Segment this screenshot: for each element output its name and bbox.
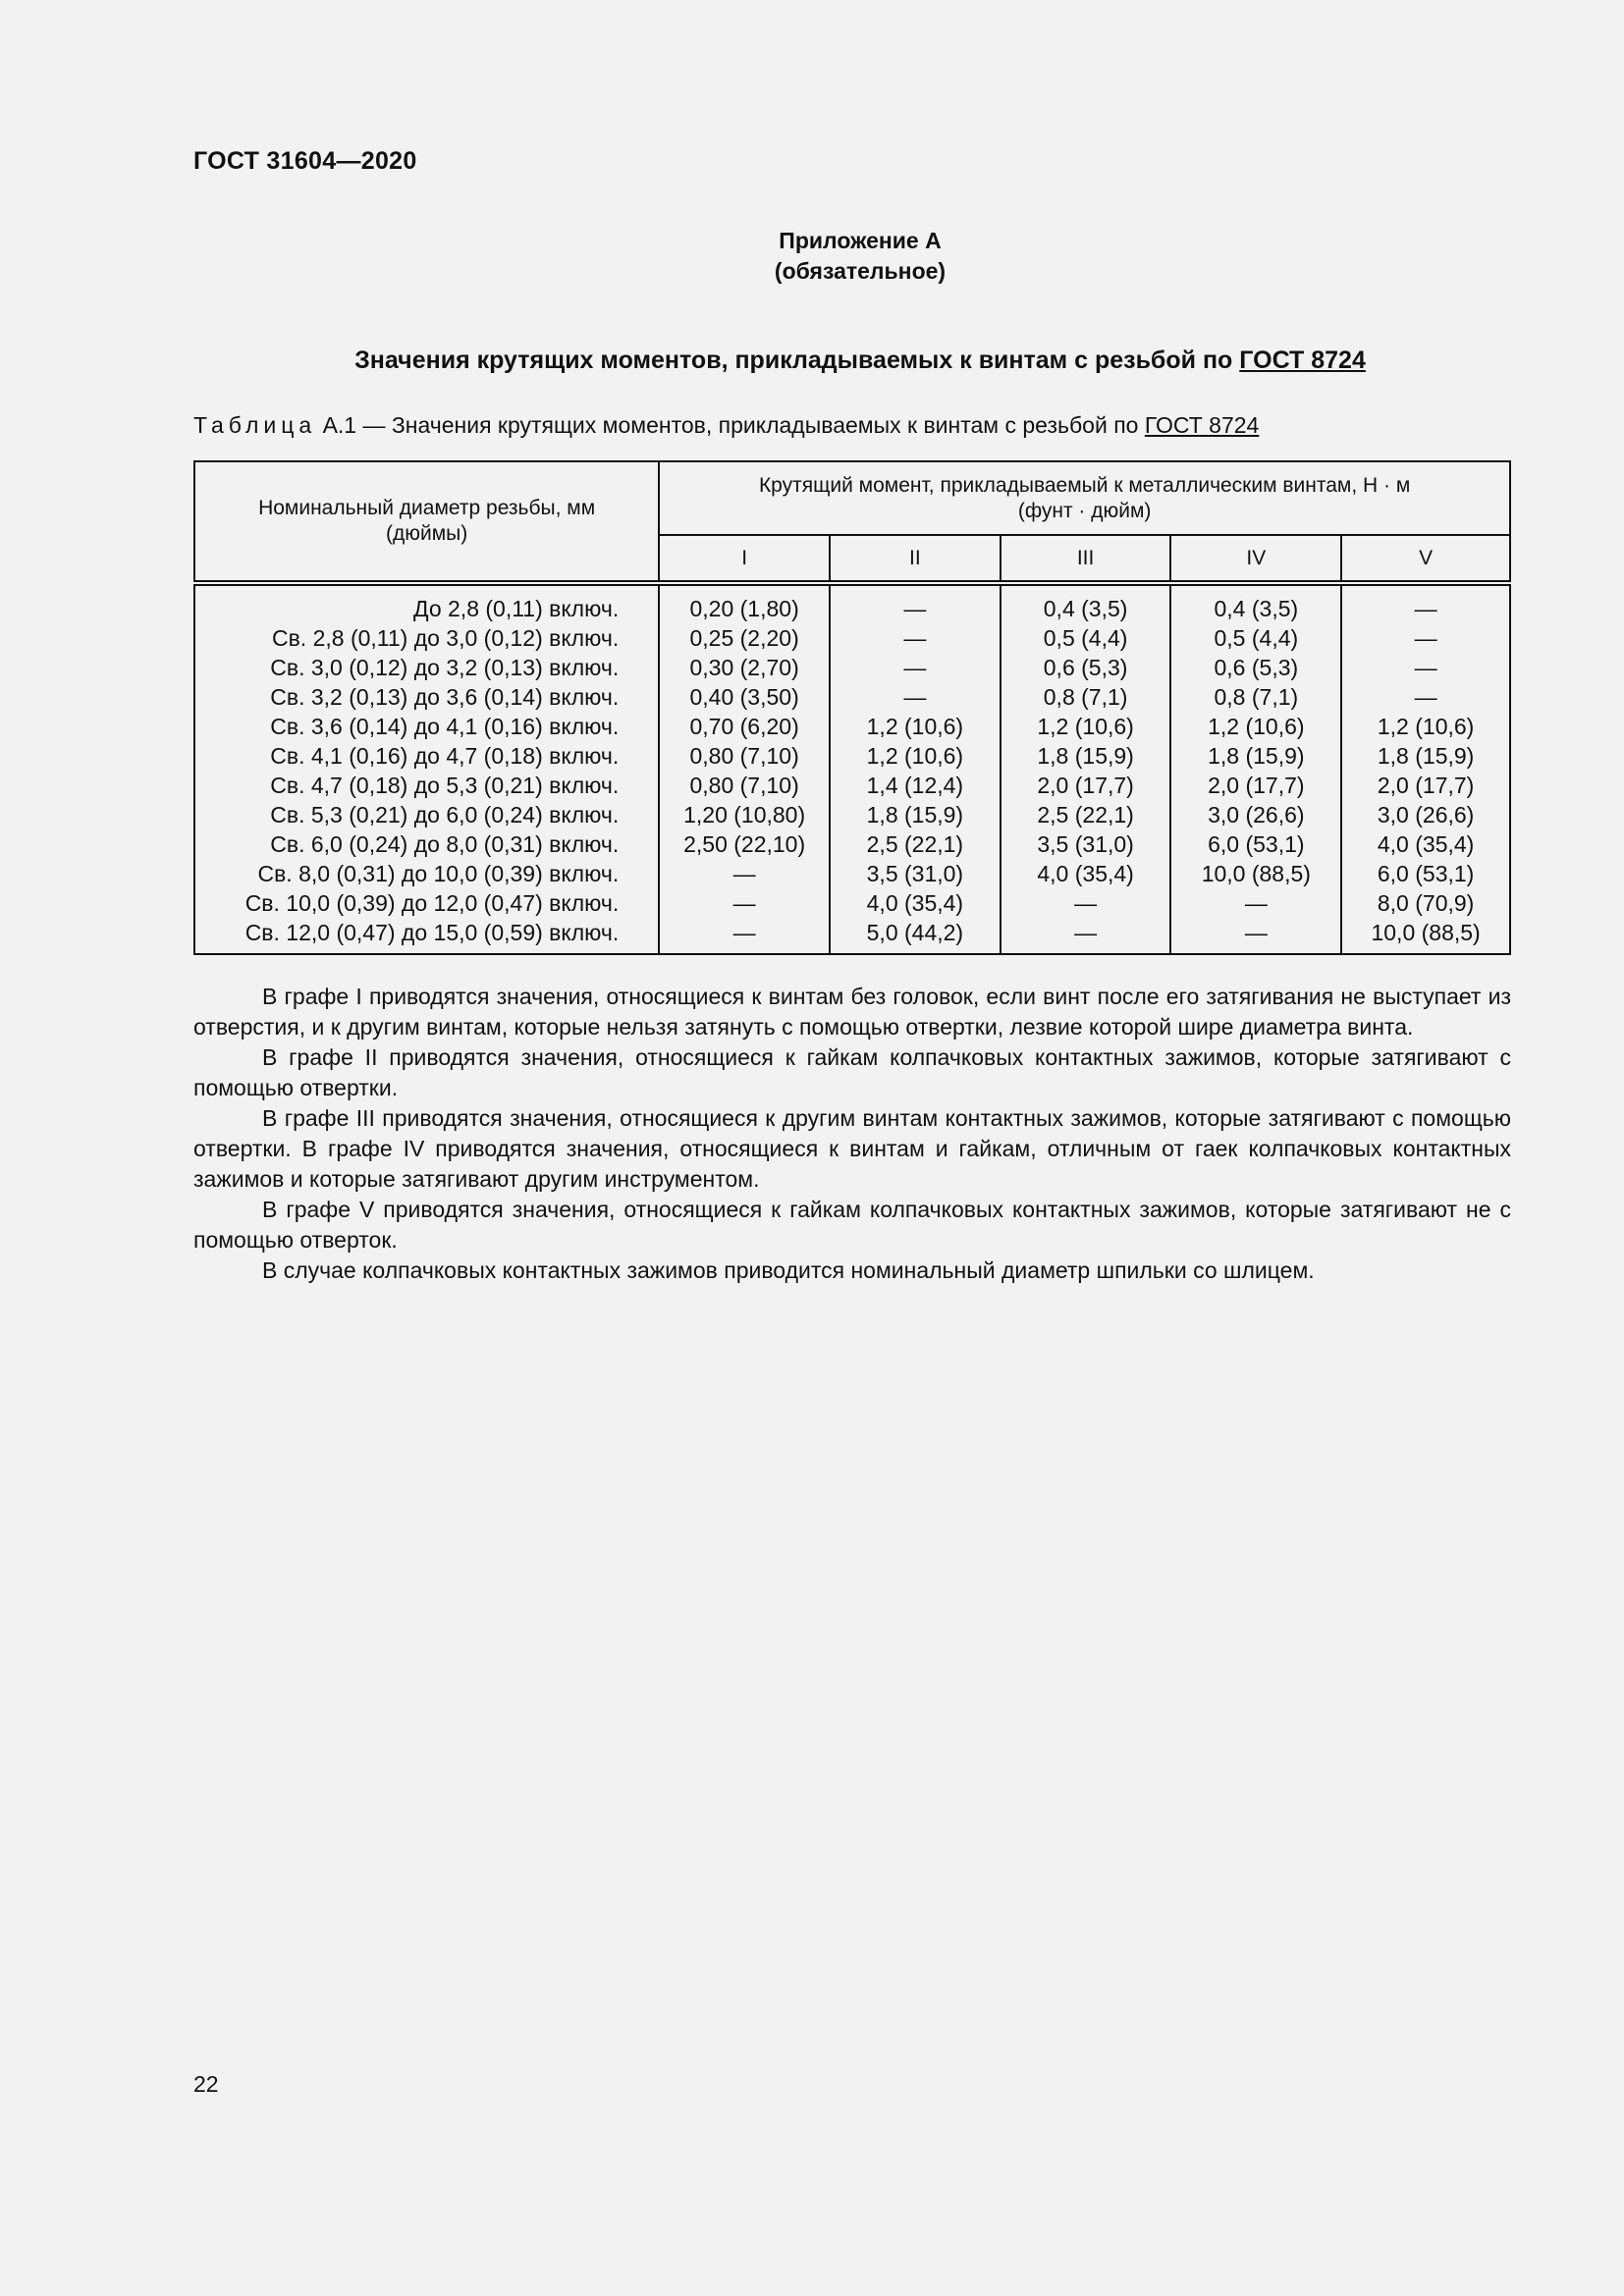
value-cell: 1,2 (10,6) <box>830 712 1001 741</box>
value-cell: 6,0 (53,1) <box>1170 829 1341 859</box>
value-cell: 0,5 (4,4) <box>1170 623 1341 653</box>
table-row <box>194 918 1510 954</box>
appendix-title: Приложение А <box>779 228 942 253</box>
appendix-status: (обязательное) <box>774 258 947 284</box>
document-id: ГОСТ 31604—2020 <box>193 147 417 175</box>
value-cell: 6,0 (53,1) <box>1341 859 1510 888</box>
table-row <box>194 653 1510 682</box>
value-cell: 1,20 (10,80) <box>659 800 830 829</box>
value-cell: — <box>1170 888 1341 918</box>
table-row <box>194 623 1510 653</box>
table-caption <box>193 412 1259 439</box>
value-cell: 0,5 (4,4) <box>1001 623 1171 653</box>
value-cell: 0,6 (5,3) <box>1001 653 1171 682</box>
value-cell: 2,0 (17,7) <box>1001 771 1171 800</box>
page-number: 22 <box>193 2071 219 2097</box>
value-cell: 2,0 (17,7) <box>1341 771 1510 800</box>
appendix-heading <box>0 226 1624 287</box>
value-cell: 3,0 (26,6) <box>1341 800 1510 829</box>
value-cell: 0,20 (1,80) <box>659 583 830 623</box>
row-label-cell: Св. 8,0 (0,31) до 10,0 (0,39) включ. <box>194 859 659 888</box>
table-caption-reference-link[interactable]: ГОСТ 8724 <box>1144 412 1260 438</box>
value-cell: 10,0 (88,5) <box>1170 859 1341 888</box>
value-cell: 8,0 (70,9) <box>1341 888 1510 918</box>
value-cell: 0,40 (3,50) <box>659 682 830 712</box>
value-cell: 4,0 (35,4) <box>1001 859 1171 888</box>
row-label-cell: До 2,8 (0,11) включ. <box>194 583 659 623</box>
value-cell: 0,4 (3,5) <box>1170 583 1341 623</box>
value-cell: — <box>1001 888 1171 918</box>
row-label-cell: Св. 4,7 (0,18) до 5,3 (0,21) включ. <box>194 771 659 800</box>
value-cell: 0,4 (3,5) <box>1001 583 1171 623</box>
value-cell: 0,8 (7,1) <box>1170 682 1341 712</box>
value-cell: 1,8 (15,9) <box>830 800 1001 829</box>
value-cell: 0,80 (7,10) <box>659 771 830 800</box>
value-cell: 1,8 (15,9) <box>1170 741 1341 771</box>
value-cell: — <box>1341 583 1510 623</box>
value-cell: 3,0 (26,6) <box>1170 800 1341 829</box>
value-cell: — <box>830 623 1001 653</box>
table-row <box>194 888 1510 918</box>
value-cell: 1,8 (15,9) <box>1001 741 1171 771</box>
row-label-cell: Св. 12,0 (0,47) до 15,0 (0,59) включ. <box>194 918 659 954</box>
value-cell: 2,50 (22,10) <box>659 829 830 859</box>
row-label-cell: Св. 5,3 (0,21) до 6,0 (0,24) включ. <box>194 800 659 829</box>
table-row <box>194 800 1510 829</box>
note-paragraph: В графе I приводятся значения, относящиеся к винтам без головок, если винт после его затягивания не выступает из отверстия, и к другим винтам, которые нельзя затянуть с помощью отвертки, лезвие которой шире диаметра винта. <box>193 984 1511 1040</box>
value-cell: 4,0 (35,4) <box>1341 829 1510 859</box>
value-cell: 0,8 (7,1) <box>1001 682 1171 712</box>
value-cell: — <box>830 583 1001 623</box>
value-cell: 1,8 (15,9) <box>1341 741 1510 771</box>
row-label-cell: Св. 3,6 (0,14) до 4,1 (0,16) включ. <box>194 712 659 741</box>
value-cell: 0,6 (5,3) <box>1170 653 1341 682</box>
value-cell: 0,25 (2,20) <box>659 623 830 653</box>
note-paragraph: В графе V приводятся значения, относящиеся к гайкам колпачковых контактных зажимов, которые затягивают не с помощью отверток. <box>193 1197 1511 1253</box>
row-label-cell: Св. 3,0 (0,12) до 3,2 (0,13) включ. <box>194 653 659 682</box>
value-cell: 0,80 (7,10) <box>659 741 830 771</box>
column-header-iv: IV <box>1170 535 1341 583</box>
notes <box>193 982 1511 1286</box>
column-group-header-torque <box>659 461 1510 535</box>
value-cell: 2,0 (17,7) <box>1170 771 1341 800</box>
value-cell: — <box>830 653 1001 682</box>
section-title <box>0 347 1624 375</box>
value-cell: — <box>1170 918 1341 954</box>
note-paragraph: В графе III приводятся значения, относящиеся к другим винтам контактных зажимов, которые затягивают с помощью отвертки. В графе IV приводятся значения, относящиеся к винтам и гайкам, отличным от гаек колпачковых контактных зажимов и которые затягивают другим инструментом. <box>193 1105 1511 1192</box>
column-header-diameter <box>194 461 659 583</box>
table-row <box>194 583 1510 623</box>
row-label-cell: Св. 2,8 (0,11) до 3,0 (0,12) включ. <box>194 623 659 653</box>
note-paragraph: В графе II приводятся значения, относящиеся к гайкам колпачковых контактных зажимов, которые затягивают с помощью отвертки. <box>193 1044 1511 1100</box>
value-cell: 2,5 (22,1) <box>1001 800 1171 829</box>
value-cell: 1,4 (12,4) <box>830 771 1001 800</box>
column-group-header-line1: Крутящий момент, прикладываемый к металлическим винтам, Н · м <box>758 473 1411 497</box>
section-title-reference-link[interactable]: ГОСТ 8724 <box>1239 347 1366 374</box>
torque-table <box>193 460 1511 955</box>
table-caption-label: Таблица <box>193 412 317 438</box>
value-cell: — <box>659 888 830 918</box>
row-label-cell: Св. 10,0 (0,39) до 12,0 (0,47) включ. <box>194 888 659 918</box>
value-cell: — <box>1001 918 1171 954</box>
row-label-cell: Св. 6,0 (0,24) до 8,0 (0,31) включ. <box>194 829 659 859</box>
column-header-ii: II <box>830 535 1001 583</box>
table-row <box>194 712 1510 741</box>
value-cell: — <box>659 859 830 888</box>
column-header-iii: III <box>1001 535 1171 583</box>
column-header-diameter-line2: (дюймы) <box>385 522 468 545</box>
value-cell: 2,5 (22,1) <box>830 829 1001 859</box>
value-cell: 1,2 (10,6) <box>1170 712 1341 741</box>
value-cell: 1,2 (10,6) <box>1001 712 1171 741</box>
value-cell: 0,30 (2,70) <box>659 653 830 682</box>
value-cell: 1,2 (10,6) <box>1341 712 1510 741</box>
note-paragraph: В случае колпачковых контактных зажимов приводится номинальный диаметр шпильки со шлицем. <box>262 1257 1315 1283</box>
value-cell: 1,2 (10,6) <box>830 741 1001 771</box>
table-row <box>194 829 1510 859</box>
value-cell: — <box>1341 623 1510 653</box>
value-cell: — <box>1341 682 1510 712</box>
column-header-diameter-line1: Номинальный диаметр резьбы, мм <box>258 497 596 519</box>
table-caption-text: А.1 — Значения крутящих моментов, прикладываемых к винтам с резьбой по <box>322 412 1139 438</box>
row-label-cell: Св. 4,1 (0,16) до 4,7 (0,18) включ. <box>194 741 659 771</box>
column-header-v: V <box>1341 535 1510 583</box>
value-cell: — <box>659 918 830 954</box>
row-label-cell: Св. 3,2 (0,13) до 3,6 (0,14) включ. <box>194 682 659 712</box>
section-title-text: Значения крутящих моментов, прикладываемых к винтам с резьбой по <box>354 347 1233 374</box>
value-cell: 0,70 (6,20) <box>659 712 830 741</box>
table-row <box>194 771 1510 800</box>
value-cell: 10,0 (88,5) <box>1341 918 1510 954</box>
table-row <box>194 682 1510 712</box>
value-cell: 3,5 (31,0) <box>830 859 1001 888</box>
table-row <box>194 859 1510 888</box>
value-cell: 3,5 (31,0) <box>1001 829 1171 859</box>
table-body <box>194 583 1510 954</box>
table-row <box>194 741 1510 771</box>
value-cell: — <box>1341 653 1510 682</box>
value-cell: 4,0 (35,4) <box>830 888 1001 918</box>
column-group-header-line2: (фунт · дюйм) <box>1017 499 1152 522</box>
column-header-i: I <box>659 535 830 583</box>
value-cell: — <box>830 682 1001 712</box>
value-cell: 5,0 (44,2) <box>830 918 1001 954</box>
